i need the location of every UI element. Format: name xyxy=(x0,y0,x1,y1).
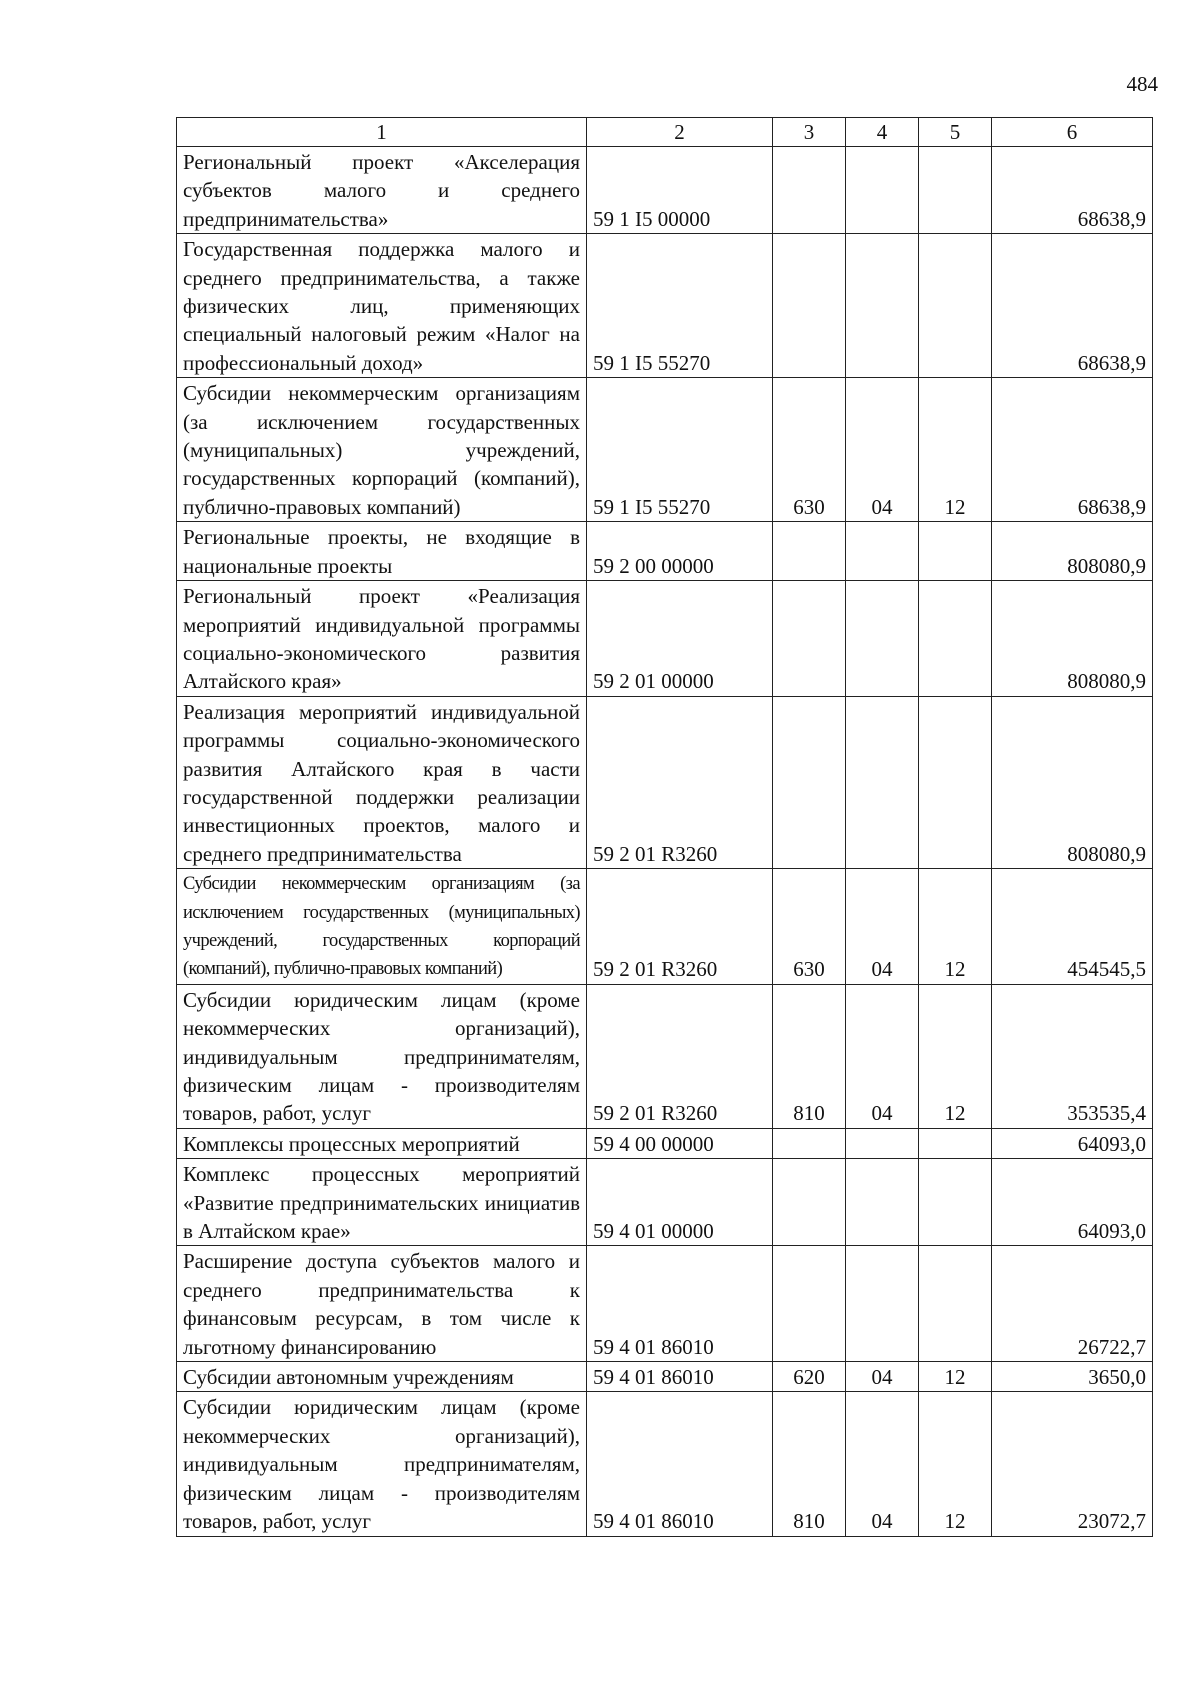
row-col5: 12 xyxy=(919,1362,992,1392)
row-col3 xyxy=(773,1159,846,1246)
row-col4 xyxy=(846,234,919,378)
row-name: Расширение доступа субъектов малого и среднего предпринимательства к финансовым ресурсам, в том числе к льготному финансированию xyxy=(177,1246,587,1362)
row-col5: 12 xyxy=(919,1392,992,1536)
row-amount: 26722,7 xyxy=(992,1246,1153,1362)
row-name: Государственная поддержка малого и среднего предпринимательства, а также физических лиц, применяющих специальный налоговый режим «Налог на профессиональный доход» xyxy=(177,234,587,378)
row-amount: 808080,9 xyxy=(992,522,1153,581)
row-col4 xyxy=(846,1246,919,1362)
row-col3 xyxy=(773,1246,846,1362)
row-name: Субсидии некоммерческим организациям (за исключением государственных (муниципальных) учреждений, государственных корпораций (компаний), публично-правовых компаний) xyxy=(177,869,587,985)
row-col3 xyxy=(773,1128,846,1158)
row-name: Комплексы процессных мероприятий xyxy=(177,1128,587,1158)
row-col5 xyxy=(919,234,992,378)
row-col3 xyxy=(773,147,846,234)
row-col5 xyxy=(919,1128,992,1158)
table-row xyxy=(177,234,1153,378)
row-col4 xyxy=(846,1159,919,1246)
row-name: Региональный проект «Акселерация субъектов малого и среднего предпринимательства» xyxy=(177,147,587,234)
row-amount: 64093,0 xyxy=(992,1159,1153,1246)
budget-table xyxy=(176,117,1153,1537)
table-row xyxy=(177,1128,1153,1158)
table-row xyxy=(177,147,1153,234)
table-row xyxy=(177,869,1153,985)
column-header: 6 xyxy=(992,118,1153,147)
row-amount: 353535,4 xyxy=(992,984,1153,1128)
table-row xyxy=(177,696,1153,868)
header-row xyxy=(177,118,1153,147)
row-name: Реализация мероприятий индивидуальной программы социально-экономического развития Алтайского края в части государственной поддержки реализации инвестиционных проектов, малого и среднего предпринимательства xyxy=(177,696,587,868)
row-col4 xyxy=(846,696,919,868)
column-header: 4 xyxy=(846,118,919,147)
table-row xyxy=(177,1362,1153,1392)
row-col5 xyxy=(919,1159,992,1246)
row-col4 xyxy=(846,1128,919,1158)
row-code: 59 2 00 00000 xyxy=(587,522,773,581)
column-header: 5 xyxy=(919,118,992,147)
row-amount: 68638,9 xyxy=(992,234,1153,378)
row-col4: 04 xyxy=(846,869,919,985)
row-amount: 3650,0 xyxy=(992,1362,1153,1392)
row-col5: 12 xyxy=(919,378,992,522)
row-amount: 68638,9 xyxy=(992,378,1153,522)
row-name: Субсидии юридическим лицам (кроме некоммерческих организаций), индивидуальным предпринимателям, физическим лицам - производителям товаров, работ, услуг xyxy=(177,1392,587,1536)
table-row xyxy=(177,378,1153,522)
row-code: 59 2 01 R3260 xyxy=(587,869,773,985)
row-col5 xyxy=(919,581,992,697)
row-code: 59 1 I5 55270 xyxy=(587,378,773,522)
row-name: Субсидии автономным учреждениям xyxy=(177,1362,587,1392)
row-amount: 68638,9 xyxy=(992,147,1153,234)
row-col3: 630 xyxy=(773,869,846,985)
row-code: 59 1 I5 00000 xyxy=(587,147,773,234)
row-col3 xyxy=(773,696,846,868)
row-col5 xyxy=(919,522,992,581)
row-name: Субсидии некоммерческим организациям (за исключением государственных (муниципальных) учреждений, государственных корпораций (компаний), публично-правовых компаний) xyxy=(177,378,587,522)
table-row xyxy=(177,1246,1153,1362)
row-col3 xyxy=(773,522,846,581)
row-name: Субсидии юридическим лицам (кроме некоммерческих организаций), индивидуальным предпринимателям, физическим лицам - производителям товаров, работ, услуг xyxy=(177,984,587,1128)
row-col5 xyxy=(919,1246,992,1362)
row-amount: 23072,7 xyxy=(992,1392,1153,1536)
table-row xyxy=(177,522,1153,581)
row-col3: 810 xyxy=(773,984,846,1128)
table-row xyxy=(177,1159,1153,1246)
table-row xyxy=(177,1392,1153,1536)
column-header: 1 xyxy=(177,118,587,147)
column-header: 2 xyxy=(587,118,773,147)
row-col4: 04 xyxy=(846,984,919,1128)
row-col5 xyxy=(919,147,992,234)
row-col4: 04 xyxy=(846,1392,919,1536)
row-col5: 12 xyxy=(919,984,992,1128)
row-name: Региональный проект «Реализация мероприятий индивидуальной программы социально-экономического развития Алтайского края» xyxy=(177,581,587,697)
row-code: 59 2 01 00000 xyxy=(587,581,773,697)
row-col4: 04 xyxy=(846,1362,919,1392)
row-amount: 64093,0 xyxy=(992,1128,1153,1158)
row-col3: 620 xyxy=(773,1362,846,1392)
row-col3 xyxy=(773,581,846,697)
row-name: Региональные проекты, не входящие в национальные проекты xyxy=(177,522,587,581)
row-amount: 454545,5 xyxy=(992,869,1153,985)
row-col4: 04 xyxy=(846,378,919,522)
row-col3 xyxy=(773,234,846,378)
row-code: 59 4 01 86010 xyxy=(587,1246,773,1362)
row-code: 59 4 01 86010 xyxy=(587,1362,773,1392)
row-code: 59 4 01 00000 xyxy=(587,1159,773,1246)
row-amount: 808080,9 xyxy=(992,581,1153,697)
row-col3: 810 xyxy=(773,1392,846,1536)
row-col4 xyxy=(846,522,919,581)
row-code: 59 2 01 R3260 xyxy=(587,984,773,1128)
row-col5: 12 xyxy=(919,869,992,985)
row-col5 xyxy=(919,696,992,868)
row-amount: 808080,9 xyxy=(992,696,1153,868)
row-col4 xyxy=(846,581,919,697)
table-row xyxy=(177,984,1153,1128)
row-code: 59 2 01 R3260 xyxy=(587,696,773,868)
row-code: 59 4 01 86010 xyxy=(587,1392,773,1536)
row-name: Комплекс процессных мероприятий «Развитие предпринимательских инициатив в Алтайском крае» xyxy=(177,1159,587,1246)
page-number: 484 xyxy=(1126,72,1158,96)
row-col4 xyxy=(846,147,919,234)
table-row xyxy=(177,581,1153,697)
column-header: 3 xyxy=(773,118,846,147)
row-code: 59 4 00 00000 xyxy=(587,1128,773,1158)
row-col3: 630 xyxy=(773,378,846,522)
row-code: 59 1 I5 55270 xyxy=(587,234,773,378)
